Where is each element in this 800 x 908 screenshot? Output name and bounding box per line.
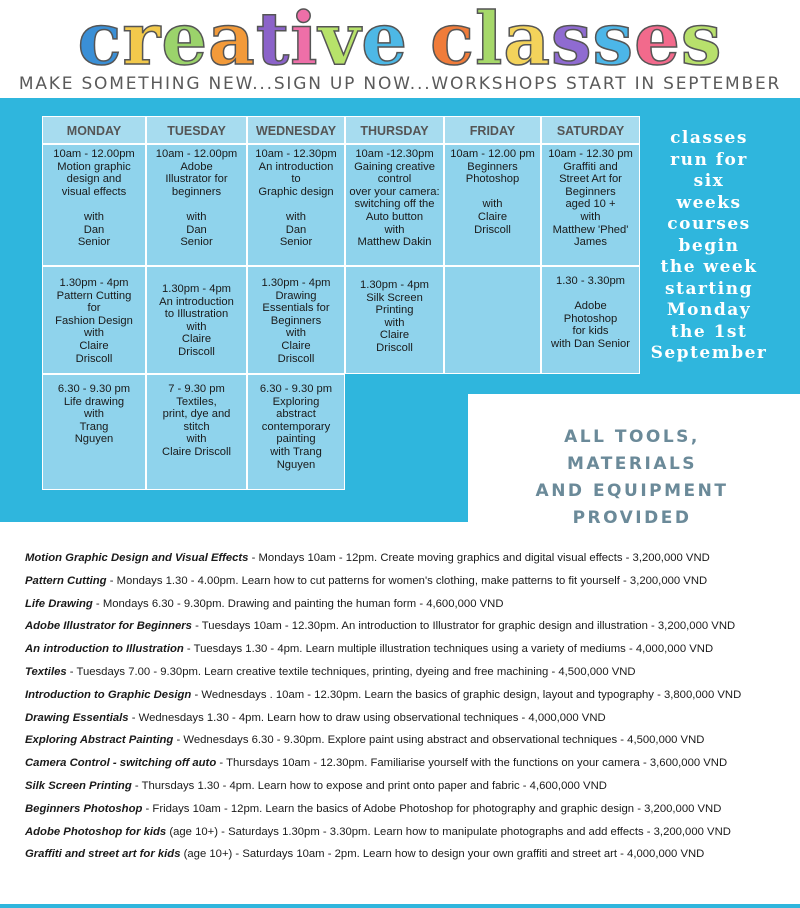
page-title xyxy=(0,0,800,81)
course-description xyxy=(25,848,795,871)
course-name: Adobe Illustrator for Beginners xyxy=(25,620,192,633)
course-description xyxy=(25,757,795,780)
title-letter: a xyxy=(503,0,551,81)
class-cell: 1.30pm - 4pm Pattern Cutting for Fashion Design with Claire Driscoll xyxy=(42,266,146,374)
class-cell: 10am -12.30pm Gaining creative control over your camera: switching off the Auto button with Matthew Dakin xyxy=(345,144,444,266)
course-name: Introduction to Graphic Design xyxy=(25,688,192,701)
title-letter: t xyxy=(255,0,291,81)
course-details: (age 10+) - Saturdays 1.30pm - 3.30pm. Learn how to manipulate photographs and add effects - 3,200,000 VND xyxy=(166,825,731,838)
title-letter: c xyxy=(77,0,123,81)
course-details: - Fridays 10am - 12pm. Learn the basics of Adobe Photoshop for photography and graphic design - 3,200,000 VND xyxy=(142,802,722,815)
course-description xyxy=(25,620,795,643)
class-cell: 1.30pm - 4pm Silk Screen Printing with Claire Driscoll xyxy=(345,266,444,374)
course-details: (age 10+) - Saturdays 10am - 2pm. Learn how to design your own graffiti and street art - 4,000,000 VND xyxy=(180,848,705,861)
course-name: Beginners Photoshop xyxy=(25,802,143,815)
class-cell: 10am - 12.00pm Adobe Illustrator for beginners with Dan Senior xyxy=(146,144,247,266)
course-description xyxy=(25,666,795,689)
course-details: - Wednesdays 1.30 - 4pm. Learn how to draw using observational techniques - 4,000,000 VND xyxy=(128,711,606,724)
course-description xyxy=(25,826,795,849)
course-details: - Thursdays 10am - 12.30pm. Familiarise yourself with the functions on your camera - 3,600,000 VND xyxy=(216,757,728,770)
class-cell: 1.30 - 3.30pm Adobe Photoshop for kids with Dan Senior xyxy=(541,266,640,374)
day-header: SATURDAY xyxy=(541,116,640,144)
course-name: Pattern Cutting xyxy=(25,574,107,587)
course-duration-note: classes run for six weeks courses begin the week starting Monday the 1st September xyxy=(650,128,768,363)
title-letter: i xyxy=(290,0,319,81)
class-cell: 1.30pm - 4pm An introduction to Illustration with Claire Driscoll xyxy=(146,266,247,374)
course-descriptions xyxy=(25,552,795,871)
class-cell: 10am - 12.30pm An introduction to Graphic design with Dan Senior xyxy=(247,144,345,266)
course-details: - Thursdays 1.30 - 4pm. Learn how to expose and print onto paper and fabric - 4,600,000 VND xyxy=(131,779,607,792)
course-description xyxy=(25,734,795,757)
title-letter: e xyxy=(634,0,681,81)
course-name: Graffiti and street art for kids xyxy=(25,848,181,861)
day-header: THURSDAY xyxy=(345,116,444,144)
subtitle: MAKE SOMETHING NEW...SIGN UP NOW...WORKSHOPS START IN SEPTEMBER xyxy=(18,74,782,94)
course-name: Exploring Abstract Painting xyxy=(25,734,174,747)
course-description xyxy=(25,689,795,712)
class-cell: 1.30pm - 4pm Drawing Essentials for Beginners with Claire Driscoll xyxy=(247,266,345,374)
course-details: - Tuesdays 1.30 - 4pm. Learn multiple illustration techniques using a variety of mediums - 4,000,000 VND xyxy=(183,643,714,656)
course-name: An introduction to Illustration xyxy=(25,643,184,656)
title-letter: c xyxy=(430,0,475,81)
class-cell: 10am - 12.30 pm Graffiti and Street Art for Beginners aged 10 + with Matthew 'Phed' James xyxy=(541,144,640,266)
class-cell xyxy=(444,266,541,374)
course-description xyxy=(25,780,795,803)
course-description xyxy=(25,803,795,826)
title-letter: r xyxy=(122,0,162,81)
class-cell: 7 - 9.30 pm Textiles, print, dye and stitch with Claire Driscoll xyxy=(146,374,247,490)
course-description xyxy=(25,552,795,575)
title-letter xyxy=(408,0,430,78)
title-letter: a xyxy=(208,0,256,81)
course-name: Life Drawing xyxy=(25,597,93,610)
course-name: Textiles xyxy=(25,665,67,678)
title-letter: e xyxy=(361,0,409,81)
course-name: Camera Control - switching off auto xyxy=(25,757,217,770)
course-name: Drawing Essentials xyxy=(25,711,129,724)
class-cell: 10am - 12.00pm Motion graphic design and visual effects with Dan Senior xyxy=(42,144,146,266)
course-details: - Tuesdays 7.00 - 9.30pm. Learn creative textile techniques, printing, dyeing and free machining - 4,500,000 VND xyxy=(66,665,636,678)
course-details: - Wednesdays 6.30 - 9.30pm. Explore paint using abstract and observational techniques - 4,500,000 VND xyxy=(173,734,705,747)
title-letter: e xyxy=(161,0,209,81)
class-cell: 10am - 12.00 pm Beginners Photoshop with Claire Driscoll xyxy=(444,144,541,266)
class-cell: 6.30 - 9.30 pm Life drawing with Trang Nguyen xyxy=(42,374,146,490)
day-header: FRIDAY xyxy=(444,116,541,144)
course-description xyxy=(25,712,795,735)
course-details: - Mondays 6.30 - 9.30pm. Drawing and painting the human form - 4,600,000 VND xyxy=(92,597,504,610)
course-description xyxy=(25,598,795,621)
title-letter: l xyxy=(474,0,504,81)
day-header: WEDNESDAY xyxy=(247,116,345,144)
tools-provided-note: ALL TOOLS, MATERIALS AND EQUIPMENT PROVIDED xyxy=(535,427,729,528)
course-name: Silk Screen Printing xyxy=(25,779,132,792)
bottom-rule xyxy=(0,904,800,908)
course-description xyxy=(25,643,795,666)
title-letter: s xyxy=(550,0,593,81)
day-header: TUESDAY xyxy=(146,116,247,144)
title-letter: s xyxy=(592,0,635,81)
title-letter: s xyxy=(680,0,723,81)
course-details: - Mondays 1.30 - 4.00pm. Learn how to cut patterns for women's clothing, make patterns to fit yourself - 3,200,000 VND xyxy=(106,574,708,587)
day-header: MONDAY xyxy=(42,116,146,144)
course-description xyxy=(25,575,795,598)
class-cell: 6.30 - 9.30 pm Exploring abstract contemporary painting with Trang Nguyen xyxy=(247,374,345,490)
title-letter: v xyxy=(318,0,362,81)
course-details: - Mondays 10am - 12pm. Create moving graphics and digital visual effects - 3,200,000 VND xyxy=(248,552,710,564)
course-name: Motion Graphic Design and Visual Effects xyxy=(25,552,249,564)
course-name: Adobe Photoshop for kids xyxy=(25,825,167,838)
course-details: - Tuesdays 10am - 12.30pm. An introduction to Illustrator for graphic design and illustration - 3,200,000 VND xyxy=(191,620,736,633)
course-details: - Wednesdays . 10am - 12.30pm. Learn the basics of graphic design, layout and typography - 3,800,000 VND xyxy=(191,688,742,701)
